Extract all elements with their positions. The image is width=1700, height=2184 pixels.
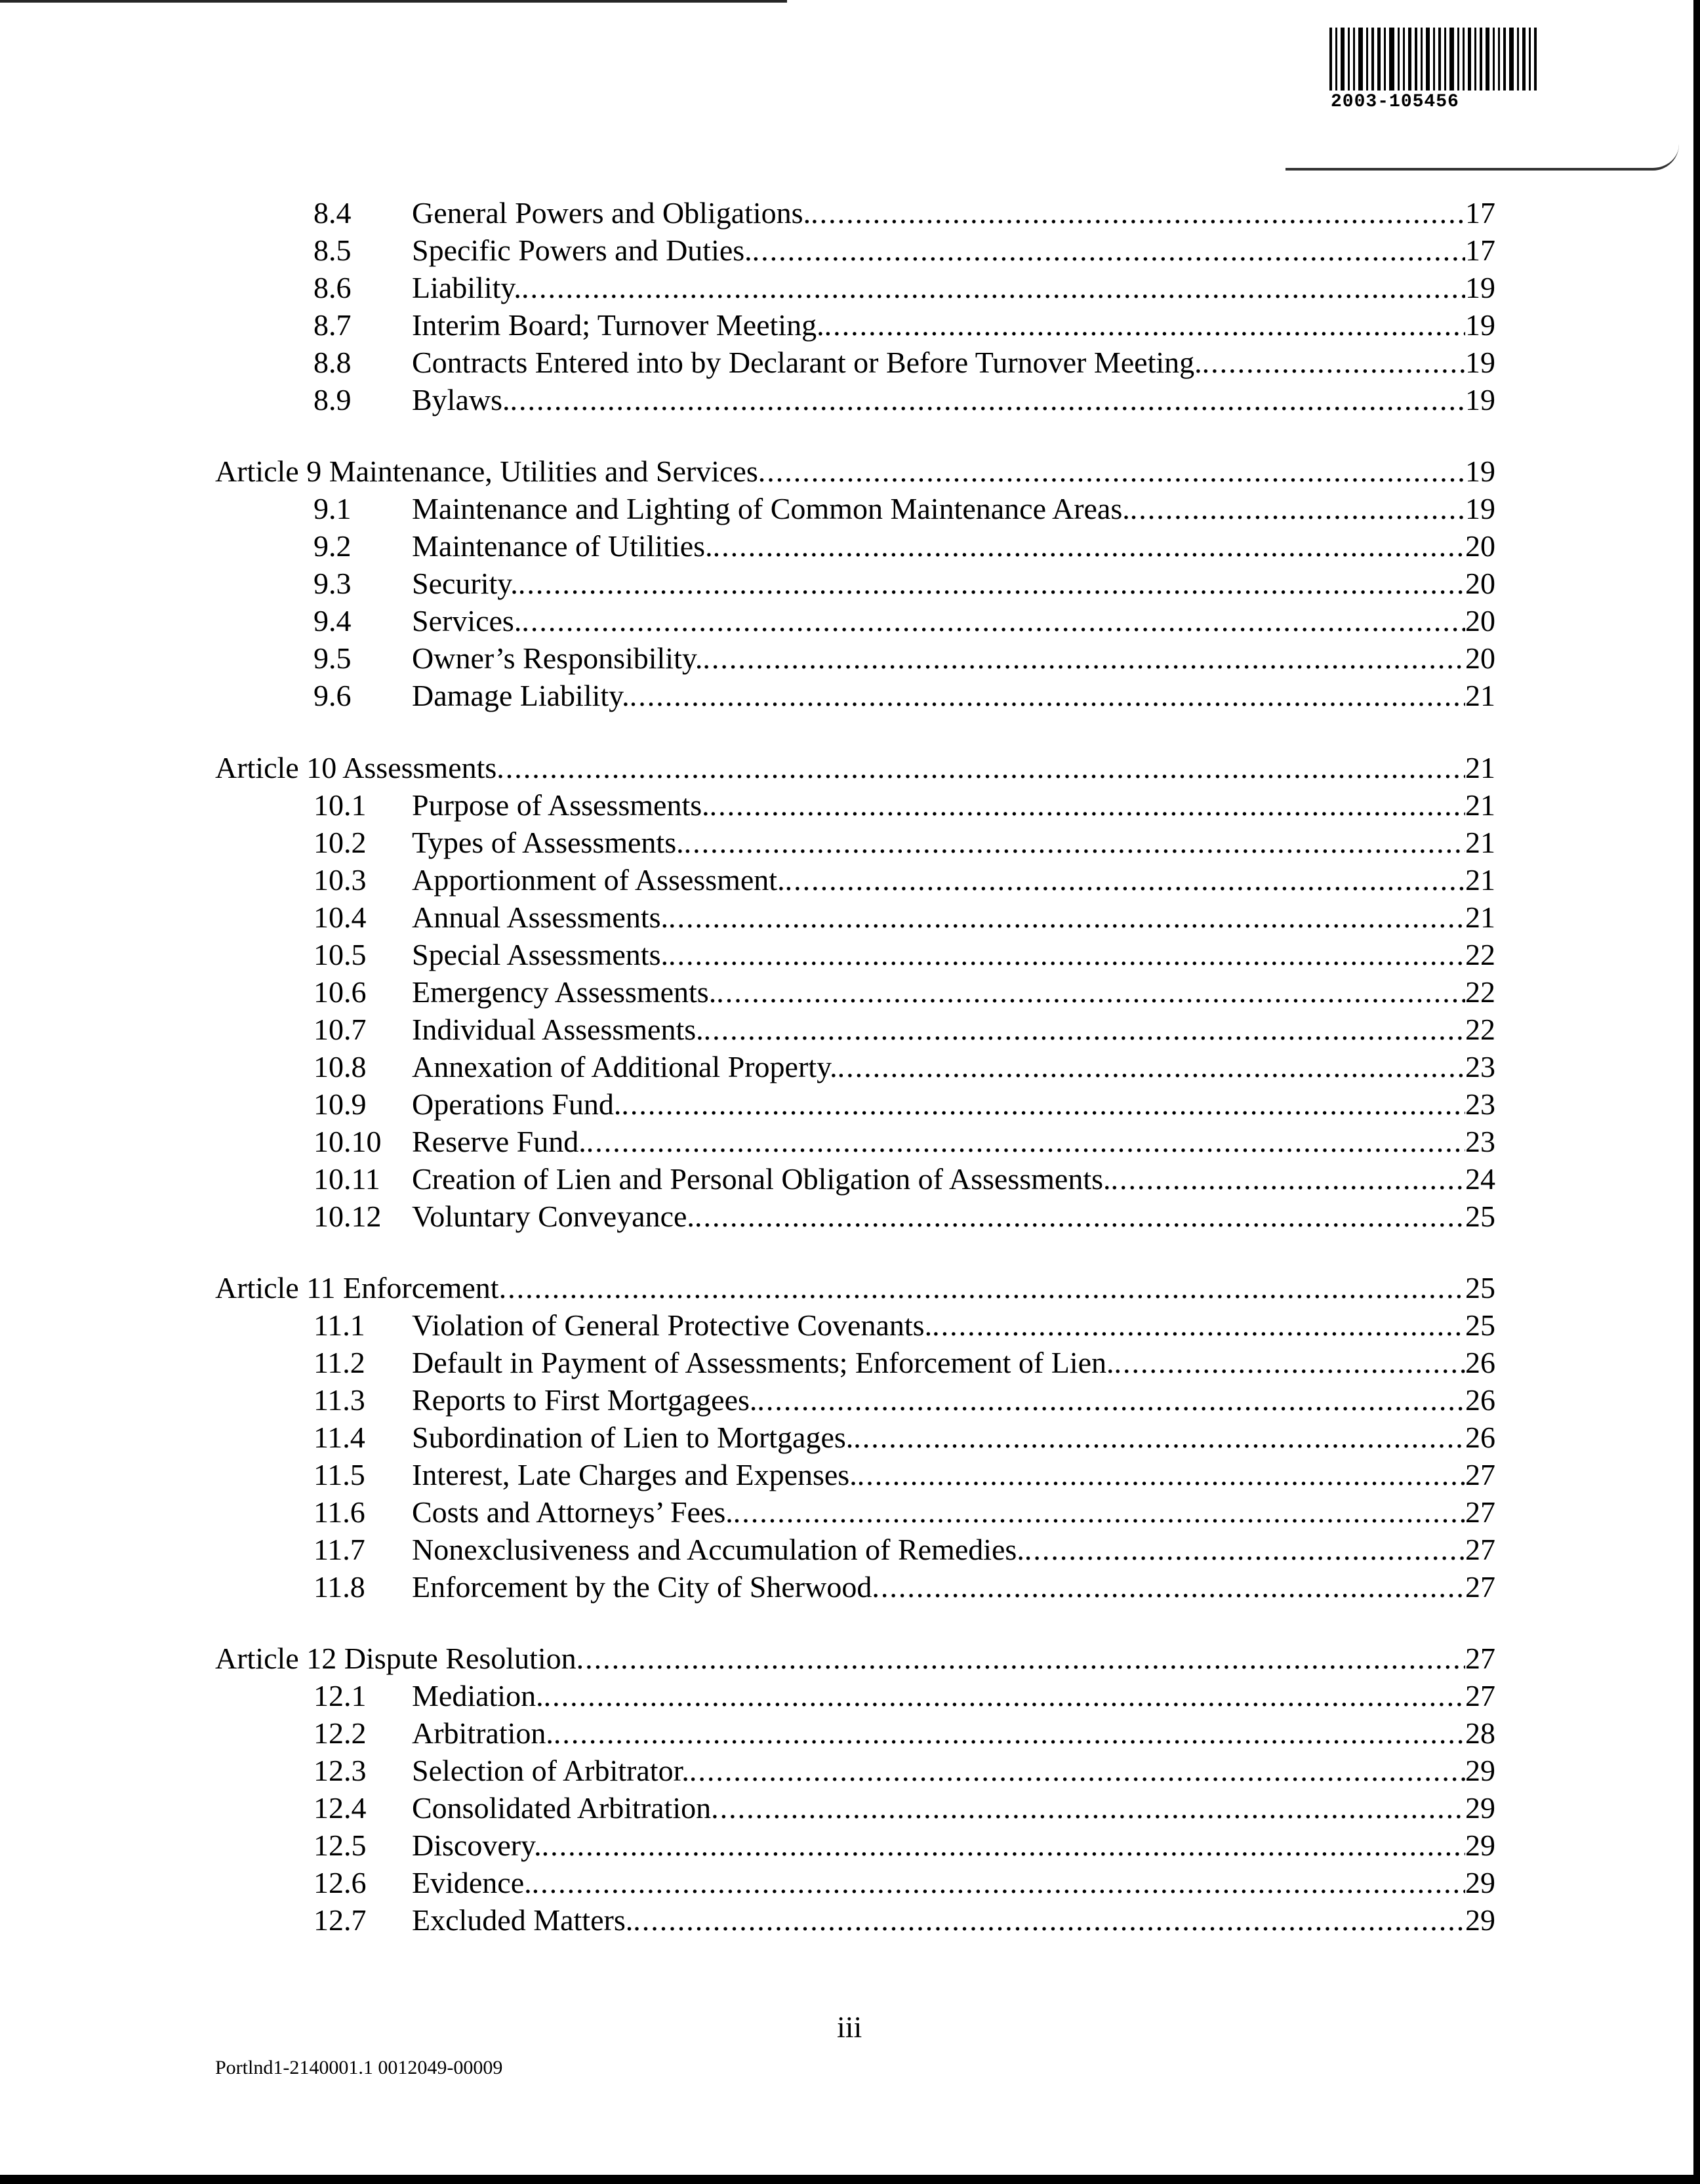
dot-leader [510,381,1466,419]
section-number: 12.7 [314,1903,367,1937]
section-title: Security. [412,567,518,600]
toc-section-row [314,1531,1495,1569]
page-ref: 27 [1465,1679,1495,1712]
section-title: Specific Powers and Duties. [412,233,752,267]
toc-section-row [314,1085,1495,1123]
page-ref: 19 [1465,308,1495,342]
dot-leader [853,1419,1465,1457]
section-title: Mediation. [412,1679,544,1712]
toc-section-row [314,1714,1495,1752]
section-title: Types of Assessments. [412,826,684,859]
toc-section-row [314,1752,1495,1790]
section-number: 11.1 [314,1308,365,1342]
toc-section-row [314,1306,1495,1345]
section-number: 8.4 [314,196,352,230]
toc-section-row [314,1198,1495,1236]
toc-section-row [314,1789,1495,1827]
dot-leader [872,1568,1465,1606]
toc-section-row [314,786,1495,824]
section-title: Operations Fund. [412,1087,622,1121]
dot-leader [1202,344,1465,382]
page-ref: 22 [1465,938,1495,971]
page-number: iii [837,2010,862,2044]
toc-section-row [314,899,1495,937]
page-ref: 21 [1465,826,1495,859]
page-ref: 27 [1465,1495,1495,1529]
toc-section-row [314,344,1495,382]
dot-leader [1130,490,1465,528]
section-title: Interim Board; Turnover Meeting. [412,308,824,342]
page-ref: 25 [1465,1271,1495,1304]
page-ref: 25 [1465,1200,1495,1233]
toc-section-row [314,936,1495,974]
dot-leader [554,1714,1465,1752]
toc-section-row [314,194,1495,232]
toc-section-row [314,639,1495,677]
section-title: Purpose of Assessments. [412,788,710,822]
section-number: 12.5 [314,1829,367,1862]
page-ref: 29 [1465,1903,1495,1937]
section-title: Article 12 Dispute Resolution [215,1642,577,1675]
section-title: Individual Assessments. [412,1013,704,1046]
page-ref: 29 [1465,1754,1495,1787]
section-number: 9.4 [314,604,352,637]
page-ref: 19 [1465,383,1495,416]
page-ref: 17 [1465,196,1495,230]
page-ref: 19 [1465,492,1495,525]
page-ref: 25 [1465,1308,1495,1342]
dot-leader [711,1789,1465,1827]
section-title: Damage Liability. [412,679,630,712]
toc-article-row [215,749,1495,787]
section-title: Reports to First Mortgagees. [412,1383,758,1417]
section-number: 12.2 [314,1716,367,1750]
toc-section-row [314,677,1495,715]
page-ref: 21 [1465,900,1495,934]
section-number: 10.2 [314,826,367,859]
toc-article-row [215,1640,1495,1678]
dot-leader [710,786,1465,824]
dot-leader [532,1864,1465,1902]
section-title: General Powers and Obligations. [412,196,811,230]
section-number: 10.12 [314,1200,382,1233]
page-ref: 17 [1465,233,1495,267]
document-id: Portlnd1-2140001.1 0012049-00009 [215,2057,503,2078]
dot-leader [733,1493,1465,1531]
page-ref: 27 [1465,1533,1495,1566]
page-ref: 19 [1465,455,1495,488]
section-title: Violation of General Protective Covenants. [412,1308,933,1342]
barcode [1329,28,1627,91]
page-ref: 29 [1465,1791,1495,1825]
dot-leader [838,1048,1465,1086]
dot-leader [704,1011,1465,1049]
page-ref: 19 [1465,271,1495,304]
section-number: 10.5 [314,938,367,971]
section-number: 8.7 [314,308,352,342]
section-title: Liability. [412,271,521,304]
section-title: Evidence. [412,1866,532,1899]
section-title: Annual Assessments. [412,900,668,934]
dot-leader [684,824,1465,862]
toc-section-row [314,1568,1495,1606]
toc-section-row [314,1901,1495,1939]
page-ref: 26 [1465,1383,1495,1417]
page-ref: 23 [1465,1087,1495,1121]
dot-leader [544,1677,1465,1715]
dot-leader [577,1640,1465,1678]
page-ref: 21 [1465,863,1495,897]
dot-leader [695,1198,1465,1236]
toc-section-row [314,602,1495,640]
toc-section-row [314,1048,1495,1086]
page-ref: 21 [1465,751,1495,784]
section-number: 8.9 [314,383,352,416]
dot-leader [1111,1160,1465,1198]
toc-section-row [314,306,1495,344]
section-number: 9.5 [314,641,352,675]
page-ref: 22 [1465,1013,1495,1046]
toc-section-row [314,269,1495,307]
page-ref: 27 [1465,1570,1495,1604]
dot-leader [716,973,1465,1011]
section-number: 8.6 [314,271,352,304]
scan-edge-top [0,0,787,3]
page-ref: 21 [1465,679,1495,712]
section-title: Article 10 Assessments [215,751,497,784]
toc-section-row [314,1160,1495,1198]
section-title: Special Assessments. [412,938,668,971]
page-ref: 23 [1465,1125,1495,1158]
section-number: 9.6 [314,679,352,712]
page-ref: 26 [1465,1421,1495,1454]
dot-leader [633,1901,1465,1939]
toc-section-row [314,232,1495,270]
section-number: 10.1 [314,788,367,822]
section-number: 10.11 [314,1162,380,1196]
section-title: Excluded Matters. [412,1903,634,1937]
dot-leader [521,602,1465,640]
toc-section-row [314,1493,1495,1531]
section-number: 8.5 [314,233,352,267]
section-number: 12.4 [314,1791,367,1825]
section-title: Services. [412,604,522,637]
page-ref: 29 [1465,1829,1495,1862]
section-number: 11.3 [314,1383,365,1417]
toc-section-row [314,565,1495,603]
toc-section-row [314,1677,1495,1715]
page-ref: 24 [1465,1162,1495,1196]
toc-section-row [314,861,1495,899]
dot-leader [586,1123,1465,1161]
toc-section-row [314,1123,1495,1161]
dot-leader [758,453,1465,491]
page-ref: 27 [1465,1642,1495,1675]
page-ref: 20 [1465,567,1495,600]
dot-leader [1024,1531,1465,1569]
scan-edge-right [1693,0,1700,2184]
section-title: Nonexclusiveness and Accumulation of Remedies. [412,1533,1024,1566]
section-title: Voluntary Conveyance. [412,1200,695,1233]
toc-section-row [314,1827,1495,1865]
scan-edge-bottom [0,2175,1693,2179]
dot-leader [785,861,1465,899]
section-number: 9.2 [314,529,352,563]
section-title: Discovery. [412,1829,542,1862]
section-title: Bylaws. [412,383,510,416]
toc-section-row [314,1011,1495,1049]
section-number: 9.3 [314,567,352,600]
section-number: 10.10 [314,1125,382,1158]
dot-leader [496,749,1465,787]
page-ref: 22 [1465,975,1495,1009]
page-ref: 20 [1465,641,1495,675]
section-title: Article 9 Maintenance, Utilities and Services [215,455,758,488]
dot-leader [521,269,1465,307]
toc-section-row [314,490,1495,528]
section-number: 10.9 [314,1087,367,1121]
section-title: Article 11 Enforcement [215,1271,499,1304]
section-number: 9.1 [314,492,352,525]
section-title: Apportionment of Assessment. [412,863,785,897]
section-title: Enforcement by the City of Sherwood [412,1570,872,1604]
page-ref: 29 [1465,1866,1495,1899]
section-title: Interest, Late Charges and Expenses. [412,1458,857,1491]
section-number: 10.8 [314,1050,367,1083]
toc-section-row [314,824,1495,862]
toc-article-row [215,453,1495,491]
toc-section-row [314,527,1495,565]
section-number: 11.8 [314,1570,365,1604]
page-ref: 19 [1465,346,1495,379]
toc-section-row [314,381,1495,419]
section-title: Arbitration. [412,1716,554,1750]
toc-article-row [215,1269,1495,1307]
section-number: 12.1 [314,1679,367,1712]
section-number: 8.8 [314,346,352,379]
page-ref: 21 [1465,788,1495,822]
section-title: Annexation of Additional Property. [412,1050,838,1083]
page-ref: 20 [1465,529,1495,563]
page-ref: 26 [1465,1346,1495,1379]
section-number: 10.3 [314,863,367,897]
page-ref: 20 [1465,604,1495,637]
dot-leader [811,194,1465,232]
dot-leader [499,1269,1465,1307]
section-title: Selection of Arbitrator. [412,1754,689,1787]
dot-leader [824,306,1465,344]
section-title: Default in Payment of Assessments; Enforcement of Lien. [412,1346,1114,1379]
dot-leader [518,565,1465,603]
section-number: 12.6 [314,1866,367,1899]
toc-section-row [314,1864,1495,1902]
dot-leader [668,936,1465,974]
section-number: 11.6 [314,1495,365,1529]
toc-section-row [314,1381,1495,1419]
section-title: Costs and Attorneys’ Fees. [412,1495,733,1529]
section-number: 10.4 [314,900,367,934]
section-title: Owner’s Responsibility. [412,641,703,675]
barcode-number: 2003-105456 [1331,92,1459,112]
dot-leader [668,899,1465,937]
section-title: Reserve Fund. [412,1125,586,1158]
section-title: Maintenance and Lighting of Common Maintenance Areas. [412,492,1130,525]
toc-section-row [314,1344,1495,1382]
section-title: Subordination of Lien to Mortgages. [412,1421,854,1454]
dot-leader [857,1456,1465,1494]
dot-leader [542,1827,1465,1865]
toc-section-row [314,973,1495,1011]
dot-leader [757,1381,1465,1419]
section-title: Consolidated Arbitration [412,1791,712,1825]
section-title: Emergency Assessments. [412,975,717,1009]
dot-leader [630,677,1465,715]
dot-leader [689,1752,1465,1790]
section-number: 11.7 [314,1533,365,1566]
section-number: 12.3 [314,1754,367,1787]
toc-section-row [314,1419,1495,1457]
section-number: 11.5 [314,1458,365,1491]
section-number: 11.4 [314,1421,365,1454]
toc-section-row [314,1456,1495,1494]
section-number: 10.6 [314,975,367,1009]
section-number: 11.2 [314,1346,365,1379]
section-title: Contracts Entered into by Declarant or Before Turnover Meeting. [412,346,1202,379]
dot-leader [702,639,1465,677]
page-ref: 27 [1465,1458,1495,1491]
dot-leader [621,1085,1465,1123]
section-title: Maintenance of Utilities. [412,529,713,563]
dot-leader [752,232,1465,270]
dot-leader [713,527,1465,565]
section-title: Creation of Lien and Personal Obligation of Assessments. [412,1162,1111,1196]
section-number: 10.7 [314,1013,367,1046]
dot-leader [1114,1344,1465,1382]
page-ref: 23 [1465,1050,1495,1083]
page-ref: 28 [1465,1716,1495,1750]
dot-leader [932,1306,1465,1345]
